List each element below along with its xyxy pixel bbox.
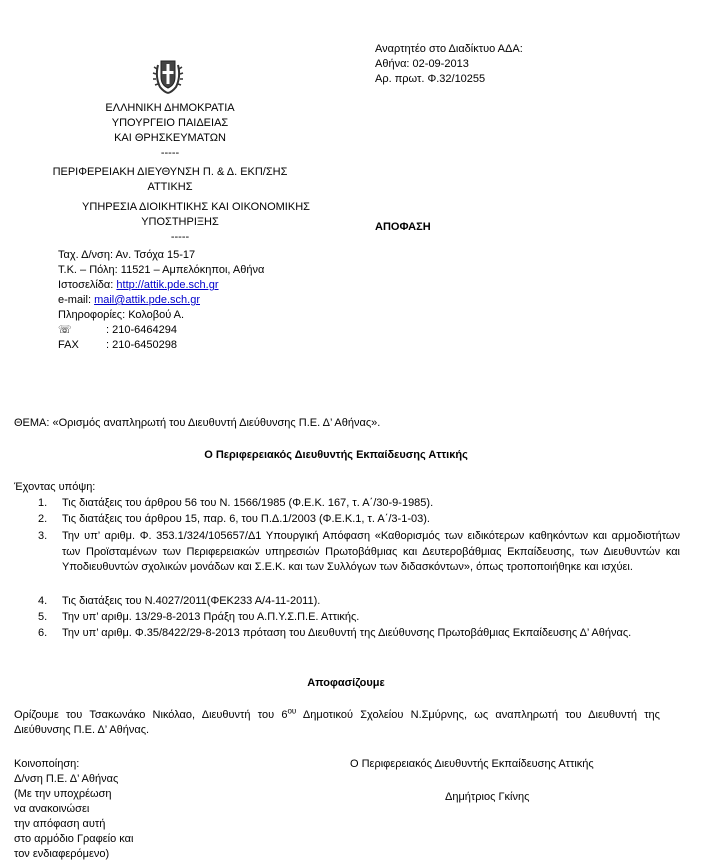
decision-text: Δημοτικού Σχολείου Ν.Σμύρνης, ως αναπληρωτή του Διευθυντή της Διεύθυνσης Π.Ε. Δ’ Αθήνας. xyxy=(14,709,660,736)
phone-icon: ☏ xyxy=(58,324,72,336)
republic-name: ΕΛΛΗΝΙΚΗ ΔΗΜΟΚΡΑΤΙΑ xyxy=(105,102,235,114)
separator: ----- xyxy=(160,147,180,159)
notification-line: Δ/νση Π.Ε. Δ’ Αθήνας xyxy=(14,773,119,785)
item-text: Την υπ’ αριθμ. Φ.35/8422/29-8-2013 πρόταση του Διευθυντή της Διεύθυνσης Πρωτοβάθμιας Εκπαίδευσης Δ’ Αθήνας. xyxy=(62,627,632,639)
ministry-line-1: ΥΠΟΥΡΓΕΙΟ ΠΑΙΔΕΙΑΣ xyxy=(111,117,229,129)
fax-label: FAX xyxy=(58,339,79,351)
separator: ----- xyxy=(170,231,190,243)
phone-number: : 210-6464294 xyxy=(106,324,177,336)
service-line-2: ΥΠΟΣΤΗΡΙΞΗΣ xyxy=(141,216,219,228)
item-number: 2. xyxy=(38,513,48,525)
considering-label: Έχοντας υπόψη: xyxy=(14,481,96,493)
decision-text: Ορίζουμε του Τσακωνάκο Νικόλαο, Διευθυντή του 6 xyxy=(14,709,288,721)
website-link[interactable]: http://attik.pde.sch.gr xyxy=(116,279,219,291)
ordinal-suffix: ου xyxy=(287,706,297,716)
item-text: Την υπ’ αριθμ. 13/29-8-2013 Πράξη του Α.Π.Υ.Σ.Π.Ε. Αττικής. xyxy=(62,611,360,623)
email-label: e-mail: xyxy=(58,294,95,306)
notification-block xyxy=(14,757,184,862)
item-text: Τις διατάξεις του άρθρου 56 του Ν. 1566/1985 (Φ.Ε.Κ. 167, τ. Α΄/30-9-1985). xyxy=(62,497,434,509)
address: Ταχ. Δ/νση: Αν. Τσόχα 15-17 xyxy=(58,249,196,261)
item-text: Την υπ’ αριθμ. Φ. 353.1/324/105657/Δ1 Υπουργική Απόφαση «Καθορισμός των ειδικότερων καθηκόντων και αρμοδιοτήτων των Προϊσταμένων των Περιφερειακών υπηρεσιών Πρωτοβάθμιας και Δευτεροβάθμιας Εκπαίδευσης, των Διευθυντών και Υποδιευθυντών σχολικών μονάδων και Σ.Ε.Κ. και των Συλλόγων των διδασκόντων», όπως τροποποιήθηκε και ισχύει. xyxy=(62,530,680,573)
notification-line: τον ενδιαφερόμενο) xyxy=(14,848,110,860)
fax-number: : 210-6450298 xyxy=(106,339,177,351)
ministry-line-2: ΚΑΙ ΘΡΗΣΚΕΥΜΑΤΩΝ xyxy=(114,132,226,144)
phone-row xyxy=(58,323,264,338)
website-row xyxy=(58,278,264,293)
notification-line: στο αρμόδιο Γραφείο και xyxy=(14,833,134,845)
header-block xyxy=(60,101,280,161)
decision-paragraph xyxy=(14,708,660,738)
signature-title: Ο Περιφερειακός Διευθυντής Εκπαίδευσης Αττικής xyxy=(350,758,594,770)
directorate-line-1: ΠΕΡΙΦΕΡΕΙΑΚΗ ΔΙΕΥΘΥΝΣΗ Π. & Δ. ΕΚΠ/ΣΗΣ xyxy=(52,166,288,178)
item-text: Τις διατάξεις του Ν.4027/2011(ΦΕΚ233 Α/4-11-2011). xyxy=(62,595,321,607)
fax-row xyxy=(58,338,264,353)
item-number: 5. xyxy=(38,611,48,623)
item-number: 4. xyxy=(38,595,48,607)
greek-emblem-icon xyxy=(150,55,186,95)
subject: ΘΕΜΑ: «Ορισμός αναπληρωτή του Διευθυντή Διεύθυνσης Π.Ε. Δ’ Αθήνας». xyxy=(14,417,381,429)
city: Τ.Κ. – Πόλη: 11521 – Αμπελόκηποι, Αθήνα xyxy=(58,264,265,276)
item-number: 1. xyxy=(38,497,48,509)
notification-label: Κοινοποίηση: xyxy=(14,758,80,770)
document-date: Αθήνα: 02-09-2013 xyxy=(375,58,469,70)
decision-label: ΑΠΟΦΑΣΗ xyxy=(375,221,431,233)
info: Πληροφορίες: Κολοβού Α. xyxy=(58,309,185,321)
email-link[interactable]: mail@attik.pde.sch.gr xyxy=(94,294,200,306)
signature-name: Δημήτριος Γκίνης xyxy=(445,791,530,803)
authority-title: Ο Περιφερειακός Διευθυντής Εκπαίδευσης Αττικής xyxy=(204,449,468,461)
contact-block xyxy=(58,248,264,353)
posted-label: Αναρτητέο στο Διαδίκτυο ΑΔΑ: xyxy=(375,43,523,55)
directorate-line-2: ΑΤΤΙΚΗΣ xyxy=(147,181,193,193)
protocol-number: Αρ. πρωτ. Φ.32/10255 xyxy=(375,73,486,85)
email-row xyxy=(58,293,264,308)
service-line-1: ΥΠΗΡΕΣΙΑ ΔΙΟΙΚΗΤΙΚΗΣ ΚΑΙ ΟΙΚΟΝΟΜΙΚΗΣ xyxy=(82,201,310,213)
item-number: 3. xyxy=(38,530,48,542)
we-decide-heading: Αποφασίζουμε xyxy=(307,677,385,689)
notification-line: την απόφαση αυτή xyxy=(14,818,106,830)
item-text: Τις διατάξεις του άρθρου 15, παρ. 6, του Π.Δ.1/2003 (Φ.Ε.Κ.1, τ. Α΄/3-1-03). xyxy=(62,513,430,525)
website-label: Ιστοσελίδα: xyxy=(58,279,117,291)
item-number: 6. xyxy=(38,627,48,639)
notification-line: να ανακοινώσει xyxy=(14,803,90,815)
top-right-block xyxy=(375,42,523,87)
notification-line: (Με την υποχρέωση xyxy=(14,788,112,800)
